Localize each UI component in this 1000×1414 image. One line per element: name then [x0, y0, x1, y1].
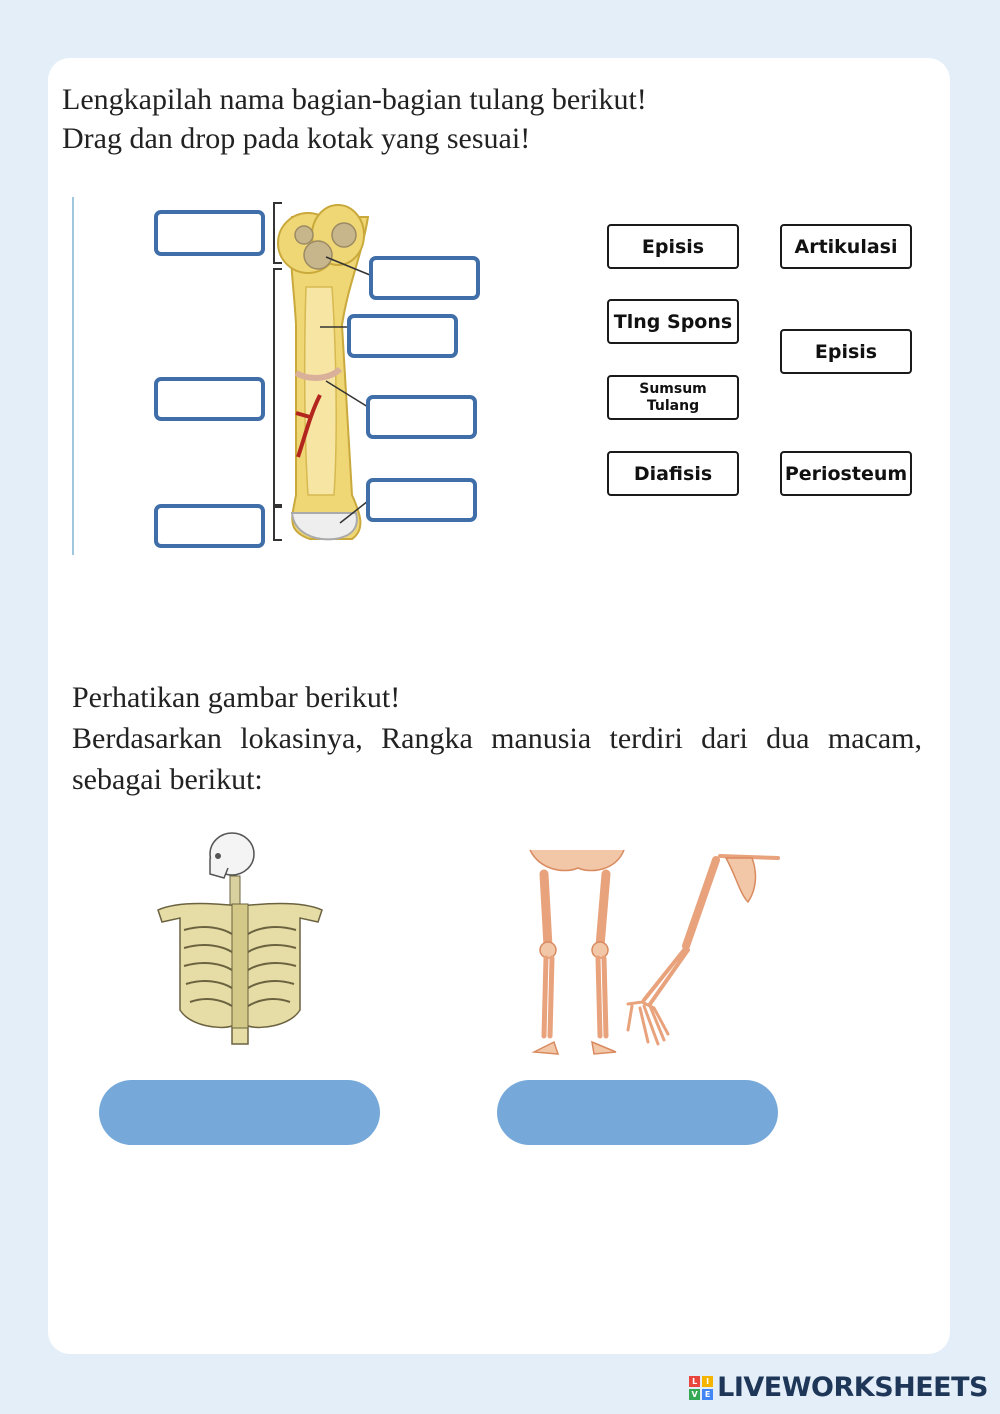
drag-option-artikulasi[interactable]: Artikulasi: [780, 224, 912, 269]
drop-zone-articular[interactable]: [366, 478, 477, 522]
liveworksheets-logo: [689, 1372, 988, 1403]
drag-option-tlng-spons[interactable]: Tlng Spons: [607, 299, 739, 344]
logo-mark-letter: V: [689, 1389, 700, 1400]
instruction-line-1: Lengkapilah nama bagian-bagian tulang berikut!: [62, 83, 647, 116]
section-2-line-2: Berdasarkan lokasinya, Rangka manusia terdiri dari dua macam, sebagai berikut:: [72, 722, 922, 796]
drop-zone-periosteum[interactable]: [366, 395, 477, 439]
drop-zone-marrow[interactable]: [347, 314, 458, 358]
brand-name: LIVEWORKSHEETS: [717, 1372, 988, 1403]
drop-zone-spongy-bone[interactable]: [369, 256, 480, 300]
drag-option-periosteum[interactable]: Periosteum: [780, 451, 912, 496]
logo-mark-letter: I: [702, 1376, 713, 1387]
drag-option-sumsum-tulang[interactable]: Sumsum Tulang: [607, 375, 739, 420]
answer-box-appendicular[interactable]: [497, 1080, 778, 1145]
drop-zone-distal-epiphysis[interactable]: [154, 504, 265, 548]
drag-option-episis-1[interactable]: Episis: [607, 224, 739, 269]
appendicular-skeleton-image: [520, 846, 785, 1061]
drag-option-diafisis[interactable]: Diafisis: [607, 451, 739, 496]
drop-zone-diaphysis[interactable]: [154, 377, 265, 421]
axial-skeleton-image: [150, 830, 330, 1045]
logo-mark-letter: L: [689, 1376, 700, 1387]
drag-option-episis-2[interactable]: Episis: [780, 329, 912, 374]
drop-zone-proximal-epiphysis[interactable]: [154, 210, 265, 256]
answer-box-axial[interactable]: [99, 1080, 380, 1145]
logo-mark-letter: E: [702, 1389, 713, 1400]
instruction: [62, 80, 647, 158]
section-2-line-1: Perhatikan gambar berikut!: [72, 681, 401, 714]
instruction-line-2: Drag dan drop pada kotak yang sesuai!: [62, 122, 531, 155]
section-2-text: [72, 677, 922, 800]
liveworksheets-logo-mark: [689, 1376, 713, 1400]
